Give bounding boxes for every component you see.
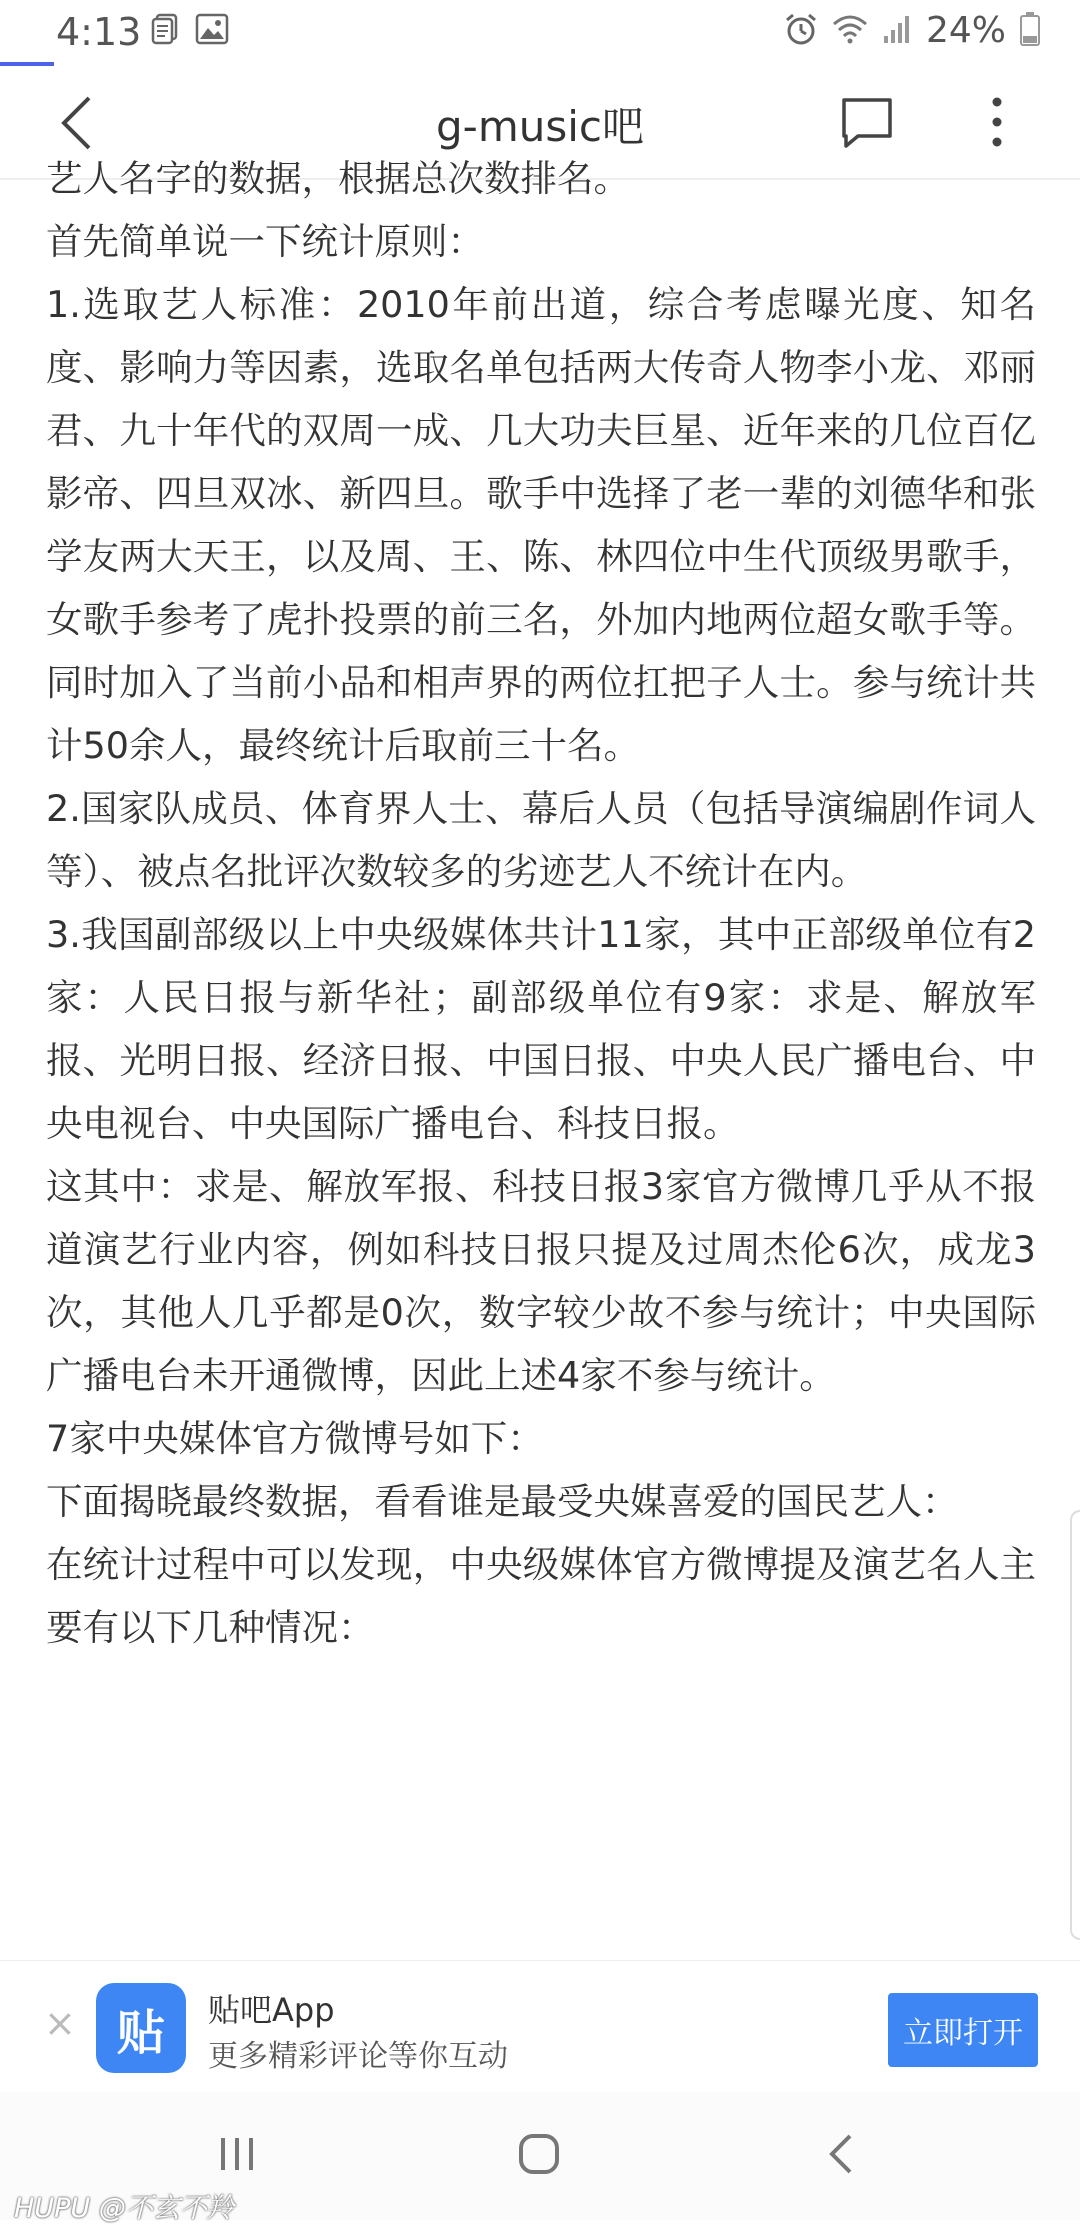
article-paragraph: 下面揭晓最终数据，看看谁是最受央媒喜爱的国民艺人： <box>46 1480 959 1523</box>
article-body <box>46 147 1036 1659</box>
status-icons-left <box>152 14 228 48</box>
signal-icon <box>882 14 912 48</box>
home-button[interactable] <box>504 2124 574 2184</box>
article-paragraph: 3.我国副部级以上中央级媒体共计11家，其中正部级单位有2家：人民日报与新华社；副部级单位有9家：求是、解放军报、光明日报、经济日报、中国日报、中央人民广播电台、中央电视台、中央国际广播电台、科技日报。 <box>46 913 1036 1145</box>
home-icon <box>517 2132 561 2176</box>
watermark: HUPU @不玄不羚 <box>14 2193 234 2224</box>
system-back-button[interactable] <box>806 2124 876 2184</box>
more-options-button[interactable] <box>982 92 1012 152</box>
battery-percent: 24% <box>925 10 1006 51</box>
article-paragraph: 在统计过程中可以发现，中央级媒体官方微博提及演艺名人主要有以下几种情况： <box>46 1543 1036 1649</box>
open-app-button[interactable]: 立即打开 <box>888 1993 1038 2067</box>
status-bar <box>0 0 1080 66</box>
comment-icon <box>838 94 896 152</box>
wifi-icon <box>832 14 868 48</box>
comment-button[interactable] <box>838 94 896 152</box>
alarm-icon <box>784 12 818 50</box>
tieba-logo-icon <box>96 1983 186 2073</box>
status-time: 4:13 <box>56 10 142 54</box>
close-banner-button[interactable]: × <box>44 2001 76 2045</box>
recents-icon <box>217 2134 257 2174</box>
status-icons-right <box>784 10 1040 51</box>
app-download-banner <box>0 1960 1080 2090</box>
article-paragraph: 1.选取艺人标准：2010年前出道，综合考虑曝光度、知名度、影响力等因素，选取名单包括两大传奇人物李小龙、邓丽君、九十年代的双周一成、几大功夫巨星、近年来的几位百亿影帝、四旦双冰、新四旦。歌手中选择了老一辈的刘德华和张学友两大天王，以及周、王、陈、林四位中生代顶级男歌手，女歌手参考了虎扑投票的前三名，外加内地两位超女歌手等。同时加入了当前小品和相声界的两位扛把子人士。参与统计共计50余人，最终统计后取前三十名。 <box>46 283 1036 767</box>
article-paragraph: 7家中央媒体官方微博号如下： <box>46 1417 544 1460</box>
article-paragraph: 2.国家队成员、体育界人士、幕后人员（包括导演编剧作词人等）、被点名批评次数较多的劣迹艺人不统计在内。 <box>46 787 1036 893</box>
article-paragraph: 艺人名字的数据，根据总次数排名。 <box>46 157 630 200</box>
article-paragraph: 这其中：求是、解放军报、科技日报3家官方微博几乎从不报道演艺行业内容，例如科技日报只提及过周杰伦6次，成龙3次，其他人几乎都是0次，数字较少故不参与统计；中央国际广播电台未开通微博，因此上述4家不参与统计。 <box>46 1165 1036 1397</box>
banner-title: 贴吧App <box>208 1991 335 2029</box>
logo-text: 贴 <box>116 2004 165 2061</box>
image-icon <box>196 14 228 48</box>
banner-subtitle: 更多精彩评论等你互动 <box>208 2039 508 2074</box>
back-arrow-icon <box>826 2132 856 2176</box>
battery-icon <box>1020 12 1040 50</box>
more-vertical-icon <box>982 92 1012 152</box>
recent-apps-button[interactable] <box>202 2124 272 2184</box>
page-title: g-music吧 <box>436 102 644 151</box>
document-icon <box>152 14 178 48</box>
edge-panel-handle[interactable] <box>1070 1510 1080 1940</box>
post-content[interactable] <box>0 157 1080 1960</box>
article-paragraph: 首先简单说一下统计原则： <box>46 220 484 263</box>
